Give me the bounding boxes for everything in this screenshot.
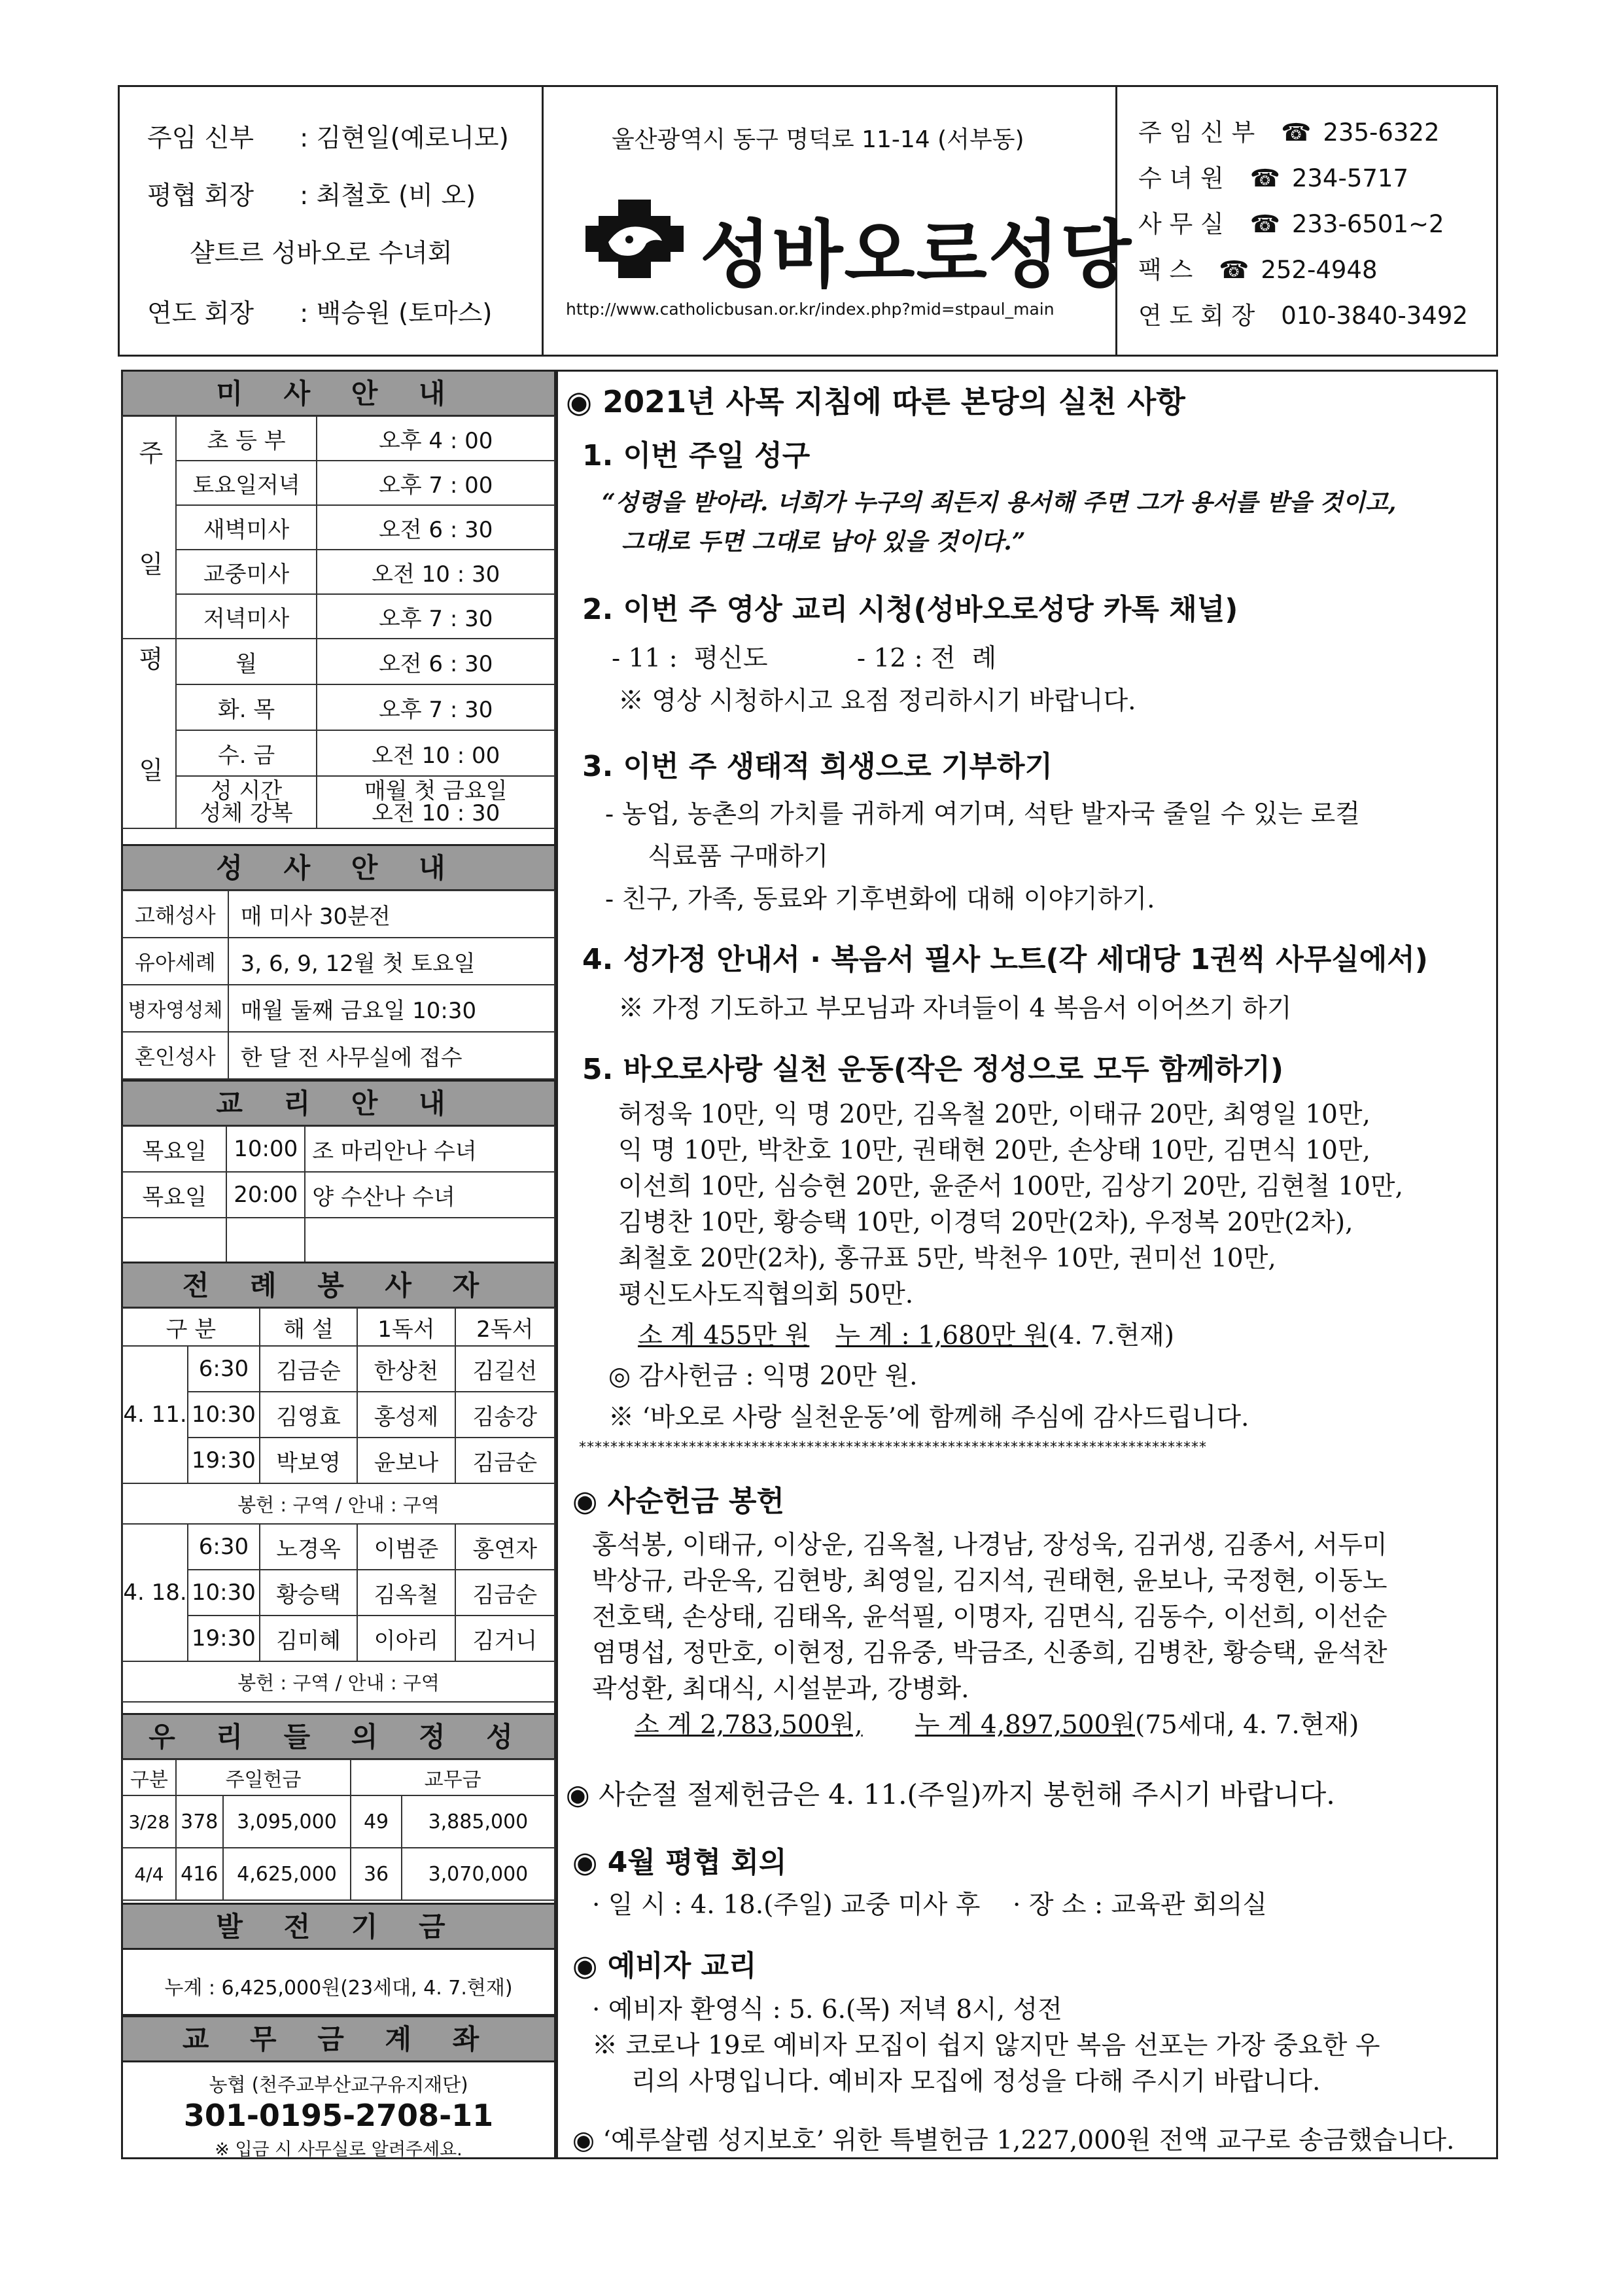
- jerusalem-offering-notice: ◉ ‘예루살렘 성지보호’ 위한 특별헌금 1,227,000원 전액 교구로 송금했습니다.: [572, 2126, 1455, 2155]
- council-president-row: 평협 회장 : 최철호 (비 오): [147, 181, 476, 211]
- section-5-note: ※ ‘바오로 사랑 실천운동’에 함께해 주심에 감사드립니다.: [608, 1403, 1249, 1432]
- phone-icon: ☎: [1249, 210, 1280, 238]
- church-address: 울산광역시 동구 명덕로 11-14 (서부동): [612, 126, 1024, 153]
- offering-title: 우 리 들 의 정 성: [123, 1713, 554, 1760]
- lent-donor-line: 곽성환, 최대식, 시설분과, 강병화.: [592, 1674, 969, 1704]
- catechumen-line1: · 예비자 환영식 : 5. 6.(목) 저녁 8시, 성전: [592, 1995, 1062, 2024]
- section-3-line1: - 농업, 농촌의 가치를 귀하게 여기며, 석탄 발자국 줄일 수 있는 로컬: [605, 800, 1360, 829]
- catechism-title: 교 리 안 내: [123, 1080, 554, 1127]
- section-3-line2: 식료품 구매하기: [648, 842, 829, 872]
- contact-row: 사 무 실 ☎ 233-6501~2: [1138, 210, 1444, 238]
- donor-line: 익 명 10만, 박찬호 10만, 권태현 20만, 손상태 10만, 김면식 10만,: [618, 1136, 1370, 1165]
- section-1-quote-line2: 그대로 두면 그대로 남아 있을 것이다.”: [621, 528, 1026, 556]
- section-2-line2: ※ 영상 시청하시고 요점 정리하시기 바랍니다.: [618, 686, 1136, 716]
- donor-line: 최철호 20만(2차), 홍규표 5만, 박천우 10만, 권미선 10만,: [618, 1244, 1276, 1273]
- catechism-table: 목요일 10:00 조 마리안나 수녀 목요일 20:00 양 수산나 수녀: [122, 1125, 555, 1263]
- section-3-title: 3. 이번 주 생태적 희생으로 기부하기: [582, 750, 1053, 783]
- weekday-label: 평 일: [122, 639, 176, 828]
- lent-donor-line: 홍석봉, 이태규, 이상운, 김옥철, 나경남, 장성욱, 김귀생, 김종서, 서두미: [592, 1530, 1387, 1560]
- contact-row: 팩 스 ☎ 252-4948: [1138, 256, 1378, 284]
- contact-row: 주 임 신 부 ☎ 235-6322: [1138, 118, 1440, 147]
- mass-title: 미 사 안 내: [123, 370, 554, 417]
- offering-table: 구분 주일헌금 교무금 3/28 378 3,095,000 49 3,885,000 4/4 416 4,625,000 36 3,070,000: [122, 1759, 555, 1901]
- lent-donor-line: 염명섭, 정만호, 이현정, 김유중, 박금조, 신종희, 김병찬, 황승택, 윤석찬: [592, 1638, 1387, 1668]
- section-4-line1: ※ 가정 기도하고 부모님과 자녀들이 4 복음서 이어쓰기 하기: [618, 994, 1292, 1023]
- phone-icon: ☎: [1249, 164, 1280, 192]
- sacrament-table: 고해성사 매 미사 30분전 유아세례 3, 6, 9, 12월 첫 토요일 병자영성체 매월 둘째 금요일 10:30 혼인성사 한 달 전 사무실에 접수: [122, 890, 555, 1080]
- lent-donor-line: 전호택, 손상태, 김태옥, 윤석필, 이명자, 김면식, 김동수, 이선희, 이선순: [592, 1602, 1387, 1632]
- donor-line: 김병찬 10만, 황승택 10만, 이경덕 20만(2차), 우정복 20만(2차),: [618, 1208, 1353, 1237]
- church-name: 성바오로성당: [700, 213, 1133, 298]
- sisters-row: 샬트르 성바오로 수녀회: [190, 239, 453, 268]
- donor-line: 허정욱 10만, 익 명 20만, 김옥철 20만, 이태규 20만, 최영일 10만,: [618, 1100, 1370, 1129]
- section-5-totals: 소 계 455만 원 누 계 : 1,680만 원(4. 7.현재): [638, 1321, 1175, 1351]
- sidebar: [121, 370, 556, 2159]
- section-2-title: 2. 이번 주 영상 교리 시청(성바오로성당 카톡 채널): [582, 593, 1238, 626]
- header-divider-left: [542, 85, 544, 357]
- donor-line: 평신도사도직협의회 50만.: [618, 1280, 914, 1309]
- fund-text: 누계 : 6,425,000원(23세대, 4. 7.현재): [164, 1977, 513, 2000]
- contact-row: 수 녀 원 ☎ 234-5717: [1138, 164, 1408, 192]
- main-title: ◉ 2021년 사목 지침에 따른 본당의 실천 사항: [566, 384, 1185, 419]
- catechumen-line3: 리의 사명입니다. 예비자 모집에 정성을 다해 주시기 바랍니다.: [631, 2067, 1321, 2096]
- catechumen-title: ◉ 예비자 교리: [572, 1949, 757, 1983]
- section-5-thanks: ◎ 감사헌금 : 익명 20만 원.: [608, 1362, 918, 1391]
- liturgy-table: 구 분 해 설 1독서 2독서 4. 11. 6:30 김금순 한상천 김길선 10:30 김영효 홍성제 김송강 19:30 박보영 윤보나 김금순 봉헌 : 구역 / 안내 : 구역 4. 18. 6:30 노경옥 이범준 홍연자 10:30 황승택 김옥철 김금순 19:30 김미혜 이아리 김거니 봉헌 : 구역 / 안내 : 구역: [122, 1307, 555, 1703]
- lent-totals: 소 계 2,783,500원, 누 계 4,897,500원(75세대, 4. 7.현재): [635, 1710, 1359, 1740]
- abstinence-offering-notice: ◉ 사순절 절제헌금은 4. 11.(주일)까지 봉헌해 주시기 바랍니다.: [566, 1778, 1335, 1810]
- fund-title: 발 전 기 금: [123, 1903, 554, 1950]
- account-number: 301-0195-2708-11: [183, 2098, 494, 2133]
- funeral-president-row: 연도 회장 : 백승원 (토마스): [147, 299, 493, 328]
- donor-line: 이선희 10만, 심승현 20만, 윤준서 100만, 김상기 20만, 김현철 10만,: [618, 1172, 1403, 1201]
- section-4-title: 4. 성가정 안내서 · 복음서 필사 노트(각 세대당 1권씩 사무실에서): [582, 943, 1428, 976]
- liturgy-title: 전 례 봉 사 자: [123, 1262, 554, 1309]
- lent-donor-line: 박상규, 라운옥, 김현방, 최영일, 김지석, 권태현, 윤보나, 국정현, 이동노: [592, 1566, 1387, 1596]
- lent-offering-title: ◉ 사순헌금 봉헌: [572, 1485, 785, 1518]
- pastor-row: 주임 신부 : 김현일(예로니모): [147, 124, 509, 153]
- church-logo-icon: [582, 196, 687, 281]
- section-1-title: 1. 이번 주일 성구: [582, 439, 811, 472]
- account-bank: 농협 (천주교부산교구유지재단): [209, 2074, 468, 2096]
- account-note: ※ 입금 시 사무실로 알려주세요.: [215, 2140, 462, 2160]
- council-meeting-title: ◉ 4월 평협 회의: [572, 1846, 787, 1879]
- mass-table: 주 일 초 등 부 오후 4 : 00 토요일저녁 오후 7 : 00 새벽미사 오전 6 : 30 교중미사 오전 10 : 30 저녁미사 오후 7 : 30 평 일 월 오전 6 : 30 화. 목 오후 7 : 30 수. 금 오전 10 : 00 성 시간 성체 강복 매월 첫 금요일 오전 10 : 30: [122, 415, 555, 829]
- account-title: 교 무 금 계 좌: [123, 2015, 554, 2062]
- section-5-title: 5. 바오로사랑 실천 운동(작은 정성으로 모두 함께하기): [582, 1053, 1284, 1086]
- contact-row: 연 도 회 장 010-3840-3492: [1138, 302, 1468, 330]
- catechumen-line2: ※ 코로나 19로 예비자 모집이 쉽지 않지만 복음 선포는 가장 중요한 우: [592, 2031, 1380, 2060]
- divider-stars: ********************************************************************************: [579, 1439, 1207, 1456]
- section-3-line3: - 친구, 가족, 동료와 기후변화에 대해 이야기하기.: [605, 885, 1155, 914]
- section-2-line1: - 11 : 평신도 - 12 : 전 례: [612, 644, 997, 673]
- phone-icon: ☎: [1219, 256, 1249, 284]
- sunday-label: 주 일: [122, 416, 176, 639]
- council-meeting-details: · 일 시 : 4. 18.(주일) 교중 미사 후 · 장 소 : 교육관 회의실: [592, 1890, 1267, 1920]
- phone-icon: ☎: [1281, 118, 1312, 147]
- sacrament-title: 성 사 안 내: [123, 844, 554, 891]
- church-url[interactable]: http://www.catholicbusan.or.kr/index.php?mid=stpaul_main: [566, 300, 1055, 319]
- section-1-quote-line1: “성령을 받아라. 너희가 누구의 죄든지 용서해 주면 그가 용서를 받을 것이고,: [602, 489, 1397, 516]
